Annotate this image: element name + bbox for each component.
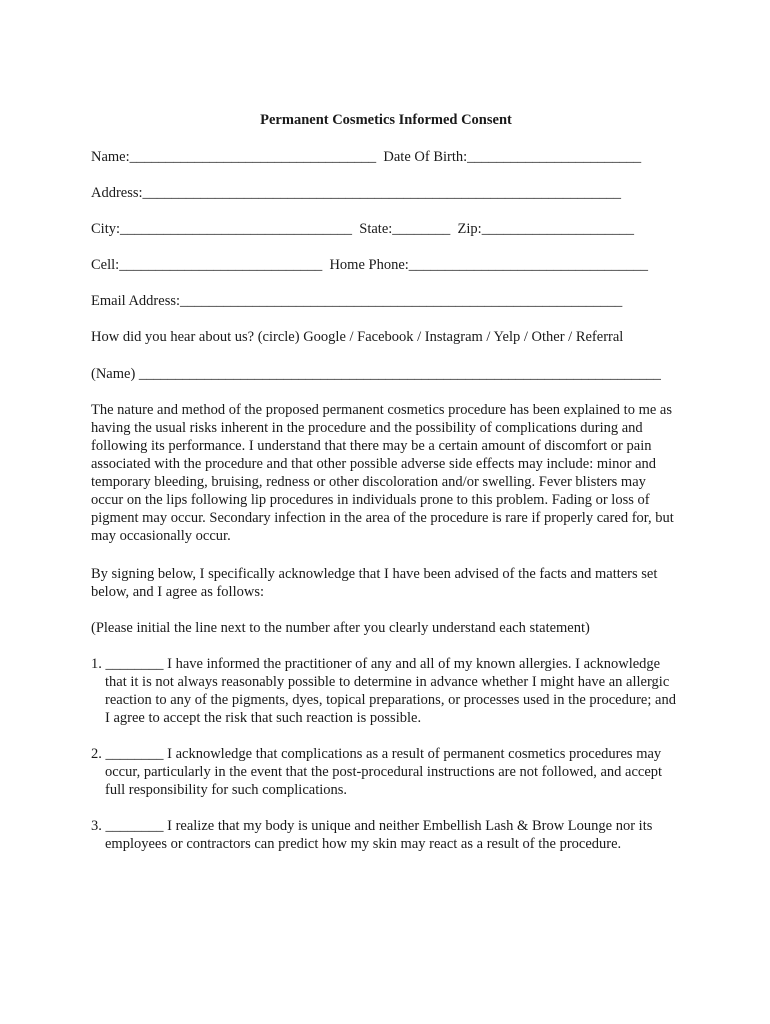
name-dob-field-row[interactable]: Name:__________________________________ Date Of Birth:________________________ <box>91 149 642 165</box>
form-title: Permanent Cosmetics Informed Consent <box>260 112 512 128</box>
procedure-risks-paragraph: The nature and method of the proposed permanent cosmetics procedure has been explained to me as having the usual risks inherent in the procedure and the possibility of complications during and following its performance. I understand that there may be a certain amount of discomfort or pain associated with the procedure and that other possible adverse side effects may include: minor and temporary bleeding, bruising, redness or other discoloration and/or swelling. Fever blisters may occur on the lips following lip procedures in individuals prone to this problem. Fading or loss of pigment may occur. Secondary infection in the area of the procedure is rare if properly cared for, but may occasionally occur. <box>91 402 674 544</box>
initial-instruction: (Please initial the line next to the number after you clearly understand each statement) <box>91 620 590 636</box>
acknowledgement-paragraph: By signing below, I specifically acknowledge that I have been advised of the facts and matters set below, and I agree as follows: <box>91 566 658 600</box>
referral-name-field-row[interactable]: (Name) ________________________________________________________________________ <box>91 366 661 382</box>
statement-complications: 2. ________ I acknowledge that complications as a result of permanent cosmetics procedures may occur, particularly in the event that the post-procedural instructions are not followed, and accept full responsibility for such complications. <box>91 746 663 798</box>
statement-allergies: 1. ________ I have informed the practitioner of any and all of my known allergies. I acknowledge that it is not always reasonably possible to determine in advance whether I might have an allergic reaction to any of the pigments, dyes, topical preparations, or processes used in the procedure; and I agree to accept the risk that such reaction is possible. <box>91 656 676 726</box>
statement-skin-reaction: 3. ________ I realize that my body is unique and neither Embellish Lash & Brow Lounge nor its employees or contractors can predict how my skin may react as a result of the procedure. <box>91 818 653 852</box>
cell-home-phone-field-row[interactable]: Cell:____________________________ Home Phone:_________________________________ <box>91 257 649 273</box>
address-field-row[interactable]: Address:__________________________________________________________________ <box>91 185 622 201</box>
email-address-field-row[interactable]: Email Address:_____________________________________________________________ <box>91 293 623 309</box>
city-state-zip-field-row[interactable]: City:________________________________ State:________ Zip:_____________________ <box>91 221 634 237</box>
referral-source-question: How did you hear about us? (circle) Google / Facebook / Instagram / Yelp / Other / Referral <box>91 329 624 345</box>
